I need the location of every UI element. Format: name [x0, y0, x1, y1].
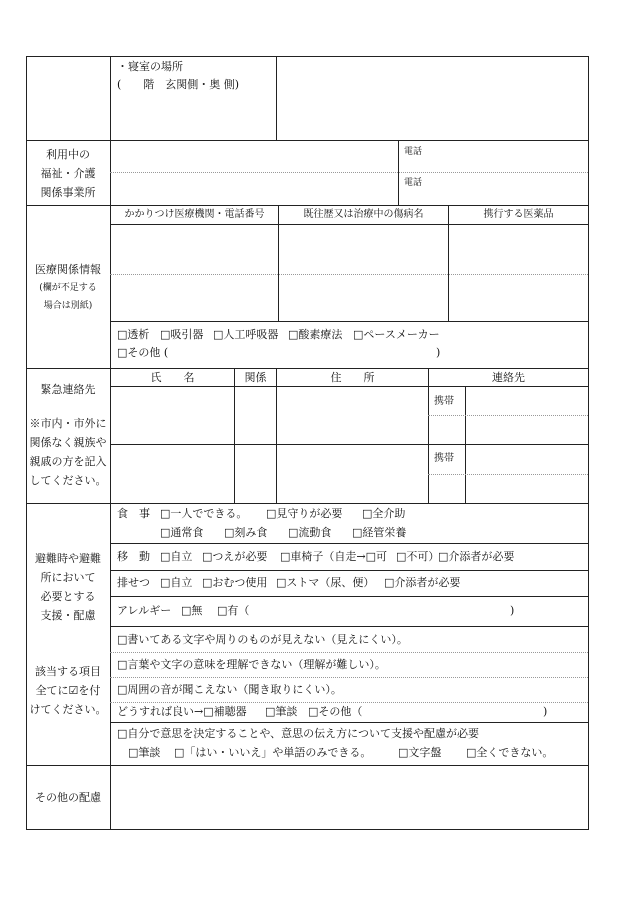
emergency-note-line: 関係なく親族や: [29, 436, 107, 449]
emergency-note-line: 親戚の方を記入: [29, 455, 107, 468]
welfare-label: [26, 145, 110, 202]
checkbox-excretion-diaper[interactable]: □おむつ使用: [202, 576, 268, 589]
checkbox-ventilator[interactable]: □人工呼吸器: [213, 328, 279, 341]
medical-label-main: 医療関係情報: [35, 263, 101, 276]
support-rule-allergy: [110, 626, 589, 627]
checkbox-pacemaker[interactable]: □ペースメーカー: [353, 328, 440, 341]
medical-label: [26, 260, 110, 315]
welfare-label-line: 利用中の: [46, 148, 90, 161]
checkbox-meal-tube[interactable]: □経管栄養: [352, 526, 407, 539]
excretion-label: 排せつ: [117, 576, 150, 589]
checkbox-medical-other[interactable]: □その他 (: [117, 346, 169, 359]
mobility-label: 移 動: [117, 550, 150, 563]
welfare-label-line: 福祉・介護: [40, 167, 96, 180]
support-rule-hearing-help: [110, 722, 589, 723]
emergency-header-relation: 関係: [244, 371, 267, 384]
emergency-col-divider-1: [234, 368, 235, 503]
checkbox-suction[interactable]: □吸引器: [160, 328, 204, 341]
emergency-col-divider-3: [428, 368, 429, 503]
checkbox-oxygen[interactable]: □酸素療法: [288, 328, 343, 341]
support-instruction-line: 該当する項目: [35, 665, 101, 678]
welfare-phone-2: 電話: [404, 178, 423, 188]
support-label-line: 必要とする: [40, 590, 96, 603]
hearing-other-close: ): [543, 705, 548, 718]
support-dotted-language: [110, 677, 588, 678]
checkbox-mobility-cane[interactable]: □つえが必要: [202, 550, 268, 563]
checkbox-mobility-independent[interactable]: □自立: [160, 550, 193, 563]
bedroom-divider: [276, 56, 277, 140]
emergency-dotted-row-1: [428, 415, 588, 416]
checkbox-meal-full-assist[interactable]: □全介助: [362, 507, 406, 520]
frame-right: [588, 56, 589, 830]
support-label: [26, 549, 110, 625]
checkbox-hearing-writing[interactable]: □筆談: [265, 705, 298, 718]
welfare-dotted-row: [110, 172, 588, 173]
checkbox-decision-writing[interactable]: □筆談: [128, 746, 161, 759]
emergency-mid-rule: [110, 444, 589, 445]
medical-label-note: 場合は別紙): [43, 301, 93, 311]
support-rule-meal: [110, 543, 589, 544]
checkbox-decision-support[interactable]: □自分で意思を決定することや、意思の伝え方について支援や配慮が必要: [117, 727, 479, 740]
emergency-mobile-2: 携帯: [434, 453, 454, 464]
other-considerations-label: その他の配慮: [35, 791, 101, 804]
checkbox-language[interactable]: □言葉や文字の意味を理解できない（理解が難しい）。: [117, 658, 386, 671]
checkbox-vision[interactable]: □書いてある文字や周りのものが見えない（見えにくい）。: [117, 633, 408, 646]
medical-header-clinic: かかりつけ医療機関・電話番号: [124, 209, 265, 220]
checkbox-hearing[interactable]: □周囲の音が聞こえない（聞き取りにくい）。: [117, 683, 342, 696]
medical-col-divider-1: [278, 205, 279, 321]
checkbox-mobility-wheelchair[interactable]: □車椅子（自走→□可: [280, 550, 388, 563]
checkbox-meal-independent[interactable]: □一人でできる。: [160, 507, 248, 520]
checkbox-decision-none[interactable]: □全くできない。: [466, 746, 554, 759]
checkbox-meal-chopped[interactable]: □刻み食: [224, 526, 268, 539]
medical-col-divider-2: [448, 205, 449, 321]
emergency-label: 緊急連絡先: [40, 383, 96, 396]
support-instruction: [26, 662, 110, 719]
medical-label-note: (欄が不足する: [39, 283, 97, 293]
checkbox-mobility-attendant[interactable]: □介添者が必要: [438, 550, 515, 563]
emergency-header-rule: [110, 386, 589, 387]
support-label-line: 所において: [40, 571, 96, 584]
support-rule-mobility: [110, 570, 589, 571]
checkbox-decision-letter-board[interactable]: □文字盤: [398, 746, 442, 759]
checkbox-hearing-other[interactable]: □その他（: [308, 705, 363, 718]
emergency-col-divider-4: [465, 386, 466, 503]
other-considerations-field[interactable]: [111, 766, 588, 829]
checkbox-meal-watch[interactable]: □見守りが必要: [266, 507, 343, 520]
medical-other-close: ): [436, 346, 441, 359]
checkbox-meal-liquid[interactable]: □流動食: [288, 526, 332, 539]
checkbox-decision-yes-no[interactable]: □「はい・いいえ」や単語のみできる。: [174, 746, 372, 759]
support-instruction-line: 全てに☑を付: [35, 684, 101, 697]
welfare-phone-1: 電話: [404, 147, 423, 157]
checkbox-meal-normal[interactable]: □通常食: [160, 526, 204, 539]
checkbox-excretion-attendant[interactable]: □介添者が必要: [384, 576, 461, 589]
support-rule-excretion: [110, 596, 589, 597]
emergency-note-line: してください。: [29, 474, 107, 487]
checkbox-excretion-stoma[interactable]: □ストマ（尿、便）: [276, 576, 375, 589]
emergency-header-contact: 連絡先: [492, 371, 525, 384]
emergency-note-line: ※市内・市外に: [29, 417, 107, 430]
medical-header-medicine: 携行する医薬品: [483, 209, 554, 220]
allergy-label: アレルギー: [117, 604, 172, 617]
support-dotted-hearing: [110, 702, 588, 703]
meal-label: 食 事: [117, 507, 150, 520]
support-dotted-vision: [110, 652, 588, 653]
checkbox-allergy-none[interactable]: □無: [181, 604, 203, 617]
bedroom-title: ・寝室の場所: [117, 60, 183, 73]
checkbox-mobility-wheelchair-no[interactable]: □不可）: [396, 550, 440, 563]
medical-header-rule: [110, 224, 589, 225]
support-instruction-line: けてください。: [29, 703, 107, 716]
welfare-label-line: 関係事業所: [40, 186, 96, 199]
allergy-close: ): [510, 604, 515, 617]
emergency-mobile-1: 携帯: [434, 396, 454, 407]
checkbox-dialysis[interactable]: □透析: [117, 328, 150, 341]
emergency-note: [26, 414, 110, 490]
emergency-header-name: 氏 名: [150, 371, 195, 384]
emergency-dotted-row-2: [428, 474, 588, 475]
emergency-header-address: 住 所: [330, 371, 375, 384]
medical-header-history: 既往歴又は治療中の傷病名: [303, 209, 424, 220]
medical-table-bottom: [110, 321, 589, 322]
support-label-line: 避難時や避難: [35, 552, 101, 565]
emergency-col-divider-2: [276, 368, 277, 503]
checkbox-excretion-independent[interactable]: □自立: [160, 576, 193, 589]
checkbox-hearing-aid[interactable]: どうすれば良い→□補聴器: [117, 705, 247, 718]
support-label-line: 支援・配慮: [40, 609, 96, 622]
checkbox-allergy-yes[interactable]: □有（: [217, 604, 250, 617]
bedroom-detail: ( 階 玄関側・奥 側): [117, 78, 240, 91]
medical-dotted-row: [110, 274, 588, 275]
